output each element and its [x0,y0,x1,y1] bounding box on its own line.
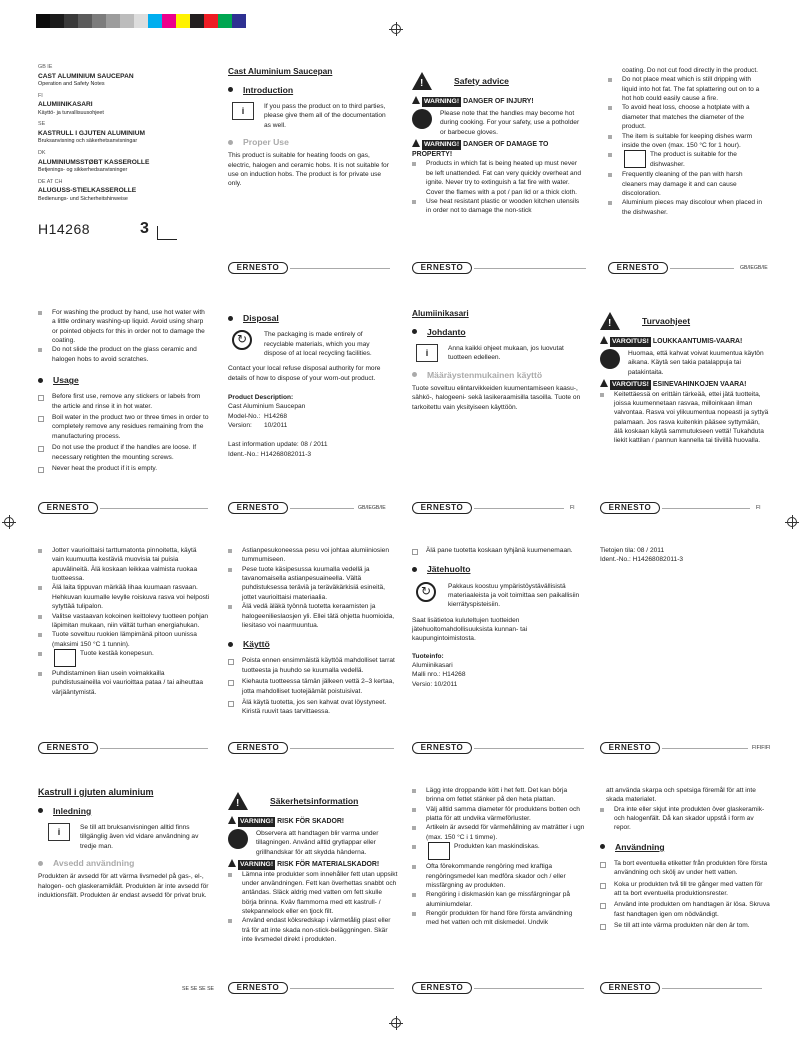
country-codes: GB IE [38,64,53,70]
ernesto-logo: ERNESTO [600,742,660,754]
list-item: Aluminium pieces may discolour when placed in the dishwasher. [608,198,766,217]
ident-number: Ident.-No.: H14268082011-3 [600,556,684,564]
footer-lang-code: FI [756,505,761,511]
intro-heading: Johdanto [412,326,584,338]
intro-text: Anna kaikki ohjeet mukaan, jos luovutat tuotteen edelleen. [448,344,564,362]
color-swatch [176,14,190,28]
color-swatch [78,14,92,28]
usage-heading: Usage [38,374,210,386]
list-item: Använd inte produkten om handtagen är lösa. Skruva fast handtagen igen om nödvändigt. [600,900,770,919]
disposal-panel-en [228,308,394,459]
registration-mark [4,517,14,527]
warning-damage: WARNING! DANGER OF DAMAGE TO PROPERTY! [412,140,549,158]
fold-icon [157,226,177,240]
list-item: Tuote kestää konepesun. [38,649,210,669]
list-item: Dra inte eller skjut inte produkten över glaskeramik- och halogenfält. Då kan skador uppstå i form av repor. [600,805,770,833]
product-name: Cast Aluminium Saucepan [228,403,306,411]
warning-triangle-icon [228,792,248,810]
intro-text: Se till att bruksanvisningen alltid finns tillgänglig även vid vidare användning av tredje man. [80,823,199,850]
warning-triangle-icon [600,312,620,330]
intro-panel-en [228,66,393,189]
list-item: Use heat resistant plastic or wooden kitchen utensils in order not to damage the non-stick [412,197,586,216]
color-swatch [232,14,246,28]
product-description-title: Tuoteinfo: [412,652,444,660]
registration-mark [787,517,797,527]
list-item: For washing the product by hand, use hot water with a little ordinary washing-up liquid. Avoid using sharp or pointed objects for this in order not to damage the coating. [38,308,210,345]
disposal-panel-fi [412,546,584,689]
dishwasher-icon [428,842,450,860]
list-item: Rengör produkten för hand före första användning med het vatten och mlt diskmedel. Undvik [412,909,586,928]
list-item: Jotteт vaurioittaisi tarttumatonta pinnoitetta, käytä vain kuumuutta kestäviä muovisia tai puisia apuvälineitä. Älä koskaan leikkaa valmista ruokaa tuotteessa. [38,546,210,583]
ernesto-logo: ERNESTO [608,262,668,274]
product-name: ALUGUSS-STIELKASSEROLLE [38,187,137,195]
list-item: Do not use the product if the handles are loose. If necessary retighten the mounting screws. [38,443,210,462]
list-item: Astianpesukoneessa pesu voi johtaa alumiiniosien tummumiseen. [228,546,396,565]
disposal-heading: Jätehuolto [412,563,584,575]
intro-heading: Inledning [38,805,210,817]
warning-injury-text: Please note that the handles may become hot during cooking. For your safety, use a potholder or barbecue gloves. [440,109,580,136]
warning-injury: VARNING! RISK FÖR SKADOR! [228,816,398,827]
country-codes: FI [38,92,43,99]
ident-number: Ident.-No.: H14268082011-3 [228,450,312,458]
ernesto-logo: ERNESTO [412,982,472,994]
list-item: The item is suitable for keeping dishes warm inside the oven (max. 150 °C for 1 hour). [608,132,766,151]
color-swatch [134,14,148,28]
footer-lang-code: FI [570,505,575,511]
color-swatch [204,14,218,28]
variant-subtitle: Bruksanvisning och säkerhetsanvisningar [38,138,138,145]
list-item: Koka ur produkten två till tre gånger med vatten för att ta bort eventuella produktionsrester. [600,880,770,899]
usage-heading: Användning [600,841,770,853]
ernesto-logo: ERNESTO [38,502,98,514]
ernesto-logo: ERNESTO [412,502,472,514]
list-item: Lämna inte produkter som innehåller fett utan uppsikt under användningen. Fett kan överhettas snabbt och antändas. Släck aldrig med vatten om fett skulle börja brinna. Kväv flammorna med ett kastrull- / stekpannelock eller en tjock filt. [228,870,398,917]
safety-heading: ! Turvaohjeet [600,312,770,330]
list-item: Välj alltid samma diameter för produktens botten och platta för att undvika värmeförluster. [412,805,586,824]
list-item: Before first use, remove any stickers or labels from the article and rinse it in hot water. [38,392,210,411]
list-item: Använd endast köksredskap i värmetålig plast eller trä för att inte skada non-stick-beläggningen. Skär inte livsmedel direkt i produkten. [228,916,398,944]
ernesto-logo: ERNESTO [38,742,98,754]
potholder-hand-icon [600,349,620,369]
disposal-contact: Saat lisätietoa kuluteltujen tuotteiden jätehuoltomahdollisuuksista kunnan- tai kaupungintoimistosta. [412,616,528,643]
proper-use-heading: Määräystenmukainen käyttö [412,369,584,381]
list-item: Artikeln är avsedd för värmehållning av maträtter i ugn (max. 150 °C i 1 timme). [412,823,586,842]
section-title: Kastrull i gjuten aluminium [38,787,154,797]
language-variant [38,121,198,146]
registration-mark [391,1018,401,1028]
ernesto-logo: ERNESTO [600,982,660,994]
safety-heading: ! Safety advice [412,72,586,90]
disposal-contact: Contact your local refuse disposal authority for more details of how to dispose of your worn-out product. [228,365,381,382]
country-codes: SE [38,121,46,128]
color-swatch [162,14,176,28]
variant-subtitle: Operation and Safety Notes [38,81,105,88]
intro-heading: Introduction [228,84,393,96]
potholder-hand-icon [412,109,432,129]
usage-heading: Käyttö [228,638,396,650]
list-item: Do not slide the product on the glass ceramic and halogen hobs to avoid scratches. [38,345,210,364]
cover-panel [38,64,198,240]
list-item: Tuote soveltuu ruokien lämpimänä pitoon uunissa (maksimi 150 °C 1 tunnin). [38,630,210,649]
intro-panel-se [38,786,210,900]
version-row: Version: 10/2011 [228,422,288,430]
safety-panel-fi [600,312,770,446]
list-item: Kiehauta tuotteessa tämän jälkeen vettä 2–3 kertaa, jotta mahdolliset tuotejäämät poistuisivat. [228,677,396,696]
list-item: Älä pane tuotetta koskaan tyhjänä kuumenemaan. [412,546,584,555]
safety-panel-se [228,792,398,945]
list-item: coating. Do not cut food directly in the product. [622,67,758,74]
potholder-hand-icon [228,829,248,849]
warning-triangle-icon [412,72,432,90]
disposal-icon-text: The packaging is made entirely of recyclable materials, which you may dispose of at local recycling facilities. [264,331,372,357]
model-row: Model-No.: H14268 [228,412,288,420]
section-title: Cast Aluminium Saucepan [228,66,333,76]
list-item: Älä vedä äläkä työnnä tuotetta keraamisten ja halogeenilieslaosjen yli. Ellei tätä ohjetta huomioida, liesitaso voi naarmuuntua. [228,602,396,630]
safety-heading: ! Säkerhetsinformation [228,792,398,810]
product-name: CAST ALUMINIUM SAUCEPAN [38,72,134,80]
ernesto-logo: ERNESTO [412,742,472,754]
model-row: Malli nro.: H14268 [412,671,466,679]
color-swatch [50,14,64,28]
country-codes: DE AT CH [38,178,63,185]
list-item: Ta bort eventuella etiketter från produkten före första användning och skölj av under hett vatten. [600,859,770,878]
ernesto-logo: ERNESTO [228,982,288,994]
ernesto-logo: ERNESTO [228,742,288,754]
usage-panel-fi [228,546,396,719]
list-item: Frequently cleaning of the pan with harsh cleaners may damage it and can cause discoloration. [608,170,766,198]
list-item: To avoid heat loss, choose a hotplate with a diameter that matches the diameter of the product. [608,103,766,131]
product-name: Alumiinikasari [412,662,453,670]
safety-panel-en [412,72,586,216]
color-swatch [190,14,204,28]
warning-injury: VAROITUS! LOUKKAANTUMIS-VAARA! [600,336,770,347]
list-item: Lägg inte droppande kött i het fett. Det kan börja brinna om fettet stänker på den heta plattan. [412,786,586,805]
language-variant [38,150,198,175]
page-number: 3 [140,219,149,237]
country-codes: DK [38,150,46,157]
color-swatch [148,14,162,28]
product-name: ALUMINIUMSSTØBT KASSEROLLE [38,158,150,166]
product-name: KASTRULL I GJUTEN ALUMINIUM [38,130,145,138]
usage-panel-se [600,786,770,933]
list-item: Products in which fat is being heated up must never be left unattended. Fat can very quickly overheat and ignite. Never try to extinguish a fat fire with water. Cover the flames with a pot / pan lid or a thick cloth. [412,159,586,196]
care-panel-en [608,66,766,217]
list-item: Puhdistaminen liian usein voimakkailla puhdistusaineilla voi vaurioittaa pataa / tai aiheuttaa värjääntymistä. [38,669,210,697]
disposal-icon-text: Pakkaus koostuu ympäristöystävällisistä materiaaleista ja voit toimittaa sen paikallisiin kierrätyspisteisiin. [448,582,580,609]
color-swatch [92,14,106,28]
list-item: Pese tuote käsipesussa kuumalla vedellä ja tavanomaisella astianpesuaineella. Vältä puhdistuksessa teräviä ja teräväkärkisiä esineitä, jottet vaurioittaisi materiaalia. [228,565,396,602]
model-number: H14268 [38,221,91,238]
list-item: Rengöring i diskmaskin kan ge missfärgningar på aluminiumdelar. [412,890,586,909]
color-swatch [36,14,50,28]
warning-damage: VARNING! RISK FÖR MATERIALSKADOR! [228,859,398,870]
warning-injury-text: Observera att handtagen blir varma under tillagningen. Använd alltid grytlappar eller grillhandskar för att skydda händerna. [256,829,379,856]
proper-use-text: Tuote soveltuu elintarvikkeiden kuumentamiseen kaasu-, sähkö-, halogeeni- sekä lasikeraamisilla tasoilla. Tuote on tarkoitettu vain yksityiseen käyttöön. [412,384,581,411]
language-variant [38,179,198,204]
last-update: Last information update: 08 / 2011 [228,441,328,449]
care-panel-fi [38,546,210,697]
list-item: Älä käytä tuotetta, jos sen kahvat ovat löystyneet. Kiristä ruuvit taas tarvittaessa. [228,698,396,717]
registration-mark [391,24,401,34]
intro-panel-fi [412,308,584,412]
section-title: Alumiinikasari [412,308,469,318]
language-variant [38,64,198,89]
warning-injury: WARNING! DANGER OF INJURY! [412,96,586,107]
warning-injury-text: Huomaa, että kahvat voivat kuumentua käytön aikana. Käytä sen takia patalappuja tai patakintaita. [628,349,764,376]
list-item: Älä laita tippuvan märkää lihaa kuumaan rasvaan. Hehkuvan kuumalle levylle roiskuva rasva voi helposti sytyttää tulipalon. [38,583,210,611]
list-item: Ofta förekommande rengöring med kraftiga rengöringsmedel kan medföra skador och / eller missfärgning av produkten. [412,862,586,890]
intro-text: If you pass the product on to third parties, please give them all of the documentation as well. [264,102,386,129]
recycling-icon [416,582,436,602]
proper-use-heading: Avsedd användning [38,857,210,869]
list-item: att använda skarpa och spetsiga föremål för att inte skada materialet. [606,787,756,804]
dishwasher-icon [54,649,76,667]
ernesto-logo: ERNESTO [228,262,288,274]
color-swatch [120,14,134,28]
footer-lang-code: GB/IEGB/IE [740,265,768,271]
washing-panel-en [38,308,210,475]
language-variant [38,93,198,118]
footer-lang-code: SE SE SE SE [182,986,215,992]
list-item: Keitettäessä on erittäin tärkeää, ettei jätä tuotteita, joissa kuumennetaan rasvaa, milloinkaan ilman valvontaa. Rasva voi ylikuumentua nopeasti ja syttyä palamaan. Jos rasva kuitenkin pääsee syttymään, älä koskaan käytä sammutukseen vettä! Tukahduta liekit kattilan / pannun kannella tai tiiviillä huovalla. [600,390,770,446]
ernesto-logo: ERNESTO [228,502,288,514]
list-item: Do not place meat which is still dripping with liquid into hot fat. The fat splattering out on to a hot hob could easily cause a fire. [608,75,766,103]
color-swatch [218,14,232,28]
last-update: Tietojen tila: 08 / 2011 [600,547,665,554]
footer-lang-code: FIFIFIFI [752,745,771,751]
manual-book-icon: i [416,344,438,362]
proper-use-text: Produkten är avsedd för att värma livsmedel på gas-, el-, halogen- och glaskeramikfält. Produkten är inte avsedd för induktionsfält. Produkten är endast avsedd för privat bruk. [38,873,209,899]
proper-use-text: This product is suitable for heating foods on gas, electric, halogen and ceramic hobs. It is not suitable for use on induction hobs. The product is for private use only. [228,152,389,188]
variant-subtitle: Bedienungs- und Sicherheitshinweise [38,195,128,202]
warning-damage: VAROITUS! ESINEVAHINKOJEN VAARA! [600,379,770,390]
ernesto-logo: ERNESTO [600,502,660,514]
list-item: The product is suitable for the dishwasher. [608,150,766,170]
print-color-bar [36,14,246,28]
list-item: Valitse vastaavan kokoinen keittolevy tuotteen pohjan läpimitan mukaan, niin vältät turhan energiahukan. [38,612,210,631]
color-swatch [64,14,78,28]
list-item: Se till att inte värma produkten när den är tom. [600,921,770,930]
list-item: Produkten kan maskindiskas. [412,842,586,862]
list-item: Boil water in the product two or three times in order to completely remove any residues remaining from the manufacturing process. [38,413,210,441]
manual-book-icon: i [232,102,254,120]
variant-subtitle: Betjenings- og sikkerhedsanvisninger [38,167,128,174]
footer-lang-code: GB/IEGB/IE [358,505,386,511]
manual-book-icon: i [48,823,70,841]
proper-use-heading: Proper Use [228,136,393,148]
info-panel-fi [600,546,770,565]
variant-subtitle: Käyttö- ja turvallisuusohjeet [38,109,104,116]
ernesto-logo: ERNESTO [412,262,472,274]
list-item: Never heat the product if it is empty. [38,464,210,473]
list-item: Poista ennen ensimmäistä käyttöä mahdolliset tarrat tuotteesta ja huuhdo se kuumalla vedellä. [228,656,396,675]
version-row: Versio: 10/2011 [412,680,458,688]
product-description-title: Product Description: [228,394,294,401]
product-name: ALUMIINIKASARI [38,101,93,109]
color-swatch [106,14,120,28]
recycling-icon [232,330,252,350]
dishwasher-icon [624,150,646,168]
disposal-heading: Disposal [228,312,394,324]
care-panel-se [412,786,586,928]
